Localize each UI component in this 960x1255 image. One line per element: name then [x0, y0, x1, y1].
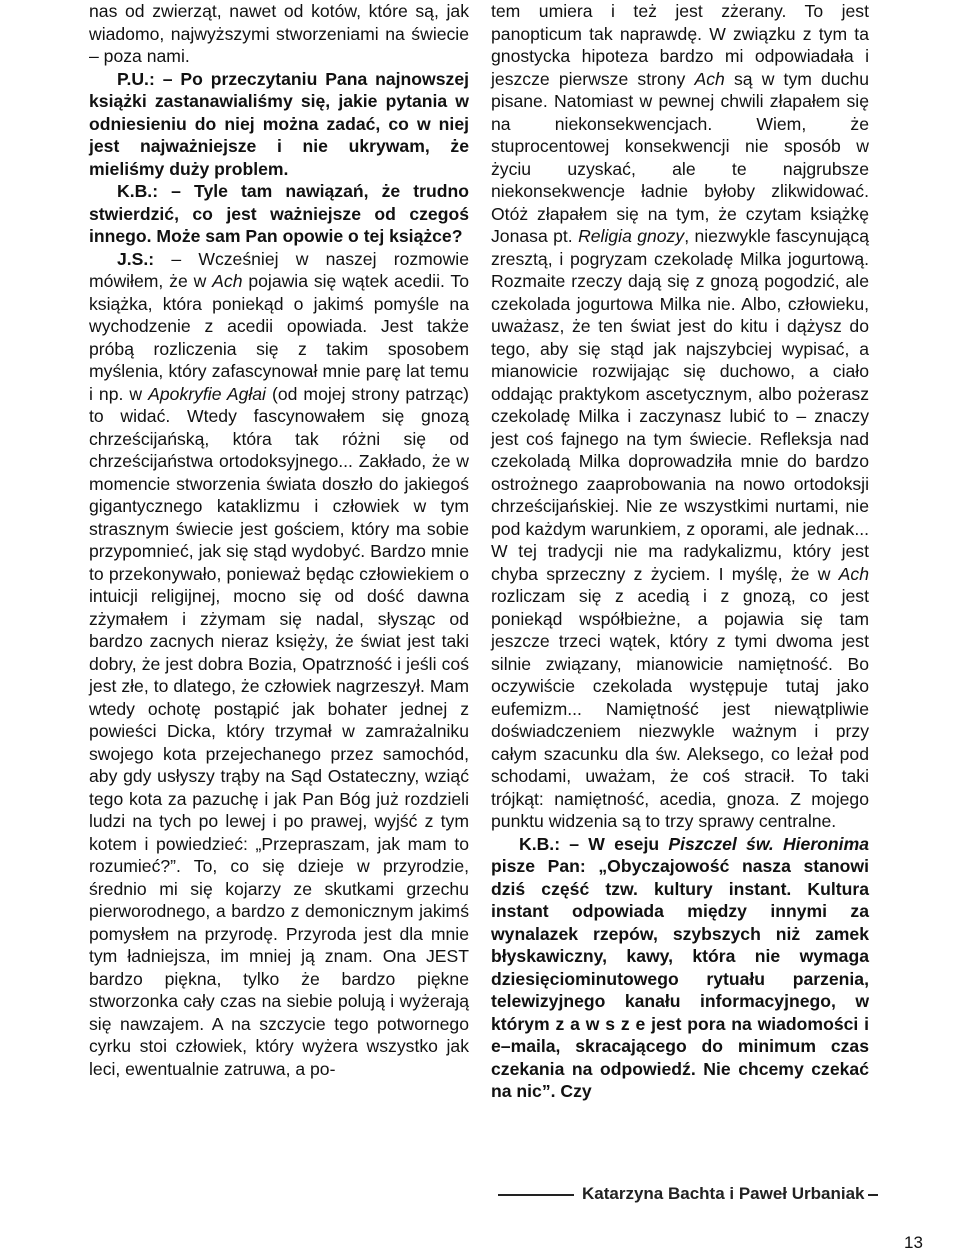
question-text: – Tyle tam nawiązań, że trudno stwierdzić, co jest ważniejsze od czegoś innego. Może sam Pan opowie o tej książce?: [89, 181, 469, 246]
question-text: pisze Pan: „Obyczajowość nasza stanowi dziś część tzw. kultury instant. Kultura instant odpowiada między innymi za wynalazek rzepów, szybszych niż zamek błyskawiczny, kawy, która nie wymaga dziesięciominutowego rytuału parzenia, telewizyjnego kanału informacyjnego, w którym z a w s z e jest pora na wiadomości i e–maila, skracającego do minimum czas czekania na odpowiedź. Nie chcemy czekać na nic”. Czy: [491, 856, 869, 1101]
answer-text: tem umiera i też jest zżerany. To jest panopticum tak naprawdę. W związku z tym ta gnostycka hipoteza bardzo mi odpowiadała i jeszcze pierwsze strony: [491, 1, 869, 89]
footer-rule: [498, 1194, 574, 1196]
answer-text: rozliczam się z acedią i z gnozą, co jest poniekąd współbieżne, a pojawia się tam jeszcze trzeci wątek, który z tymi dwoma jest silnie związany, mianowicie namiętność. Bo oczywiście czekolada występuje tutaj jako eufemizm... Namiętność jest niewątpliwie doświadczeniem niezwykle ważnym i przy całym szacunku dla św. Aleksego, co leżał pod schodami, uważam, że coś stracił. To taki trójkąt: namiętność, acedia, gnoza. Z mojego punktu widzenia są to trzy sprawy centralne.: [491, 586, 869, 831]
book-title-ach: Ach: [694, 68, 725, 89]
book-title-apokryf: Apokryfie Agłai: [148, 383, 266, 404]
footer-authors: Katarzyna Bachta i Paweł Urbaniak: [582, 1184, 865, 1203]
question-text: – Po przeczytaniu Pana najnowszej książki zastanawialiśmy się, jakie pytania w odniesieniu do niej można zadać, co w niej jest najważniejsze i nie ukrywam, że mieliśmy duży problem.: [89, 68, 469, 179]
book-title-religia-gnozy: Religia gnozy: [578, 226, 685, 246]
answer-text: pojawia się wątek acedii. To książka, która poniekąd o jakimś pomyśle na wychodzenie z acedii opowiada. Jest także próbą rozliczenia się z takim sposobem myślenia, który zafascynował mnie parę lat temu i np. w: [89, 271, 469, 404]
speaker-label: P.U.:: [117, 68, 155, 89]
speaker-label: K.B.:: [117, 181, 159, 201]
answer-text: są w tym duchu pisane. Natomiast w pewnej chwili złapałem się na niekonsekwencjach. Wiem, że stuprocentowej konsekwencji nie sposób w życiu uzyskać, ale te najgrubsze niekonsekwencje ładnie byłoby zlikwidować. Otóż złapałem się na tym, że czytam książkę Jonasa pt.: [491, 68, 869, 246]
book-title-ach: Ach: [212, 271, 243, 291]
paragraph-question-pu: [89, 68, 469, 181]
book-title-ach: Ach: [838, 563, 869, 584]
paragraph-question-kb: [89, 180, 469, 248]
right-column: [491, 0, 869, 1103]
speaker-label: K.B.:: [519, 833, 561, 854]
left-column: [89, 0, 469, 1080]
essay-title: Piszczel św. Hieronima: [668, 833, 869, 854]
paragraph-question-kb: [491, 833, 869, 1103]
page-number: 13: [904, 1233, 923, 1252]
footer-rule: [868, 1194, 878, 1196]
paragraph-answer-continuation: [491, 0, 869, 833]
answer-text: , niezwykle fascynującą zresztą, i pogryzam czekoladę Milka jogurtową. Rozmaite rzeczy dają się z gnozą pogodzić, ale czekolada jogurtowa Milka nie. Albo, człowieku, uważasz, że ten świat jest do kitu i dążysz do tego, aby się stąd jak najszybciej wypisać, a mianowicie rozwijając się duchowo, a ciało oddając praktykom ascetycznym, albo pożerasz czekoladę Milka i zaczynasz lubić to – znaczy jest coś fajnego na tym świecie. Refleksja nad czekoladą Milka doprowadziła mnie do bardzo ostrożnego zaaprobowania na nowo ortodoksji chrześcijańskiej. Nie ze wszystkimi nurtami, nie pod każdym warunkiem, z oporami, ale jednak... W tej tradycji nie ma radykalizmu, który jest chyba sprzeczny z życiem. I myślę, że w: [491, 226, 870, 584]
paragraph-continuation: nas od zwierząt, nawet od kotów, które są, jak wiadomo, najwyższymi stworzeniami na świecie – poza nami.: [89, 1, 469, 66]
answer-text: (od mojej strony patrząc) to widać. Wtedy fascynowałem się gnozą chrześcijańską, która tak różni się od chrześcijaństwa ortodoksyjnego... Zakłado, że w momencie stworzenia świata doszło do jakiegoś gigantycznego kataklizmu i człowiek w tym strasznym świecie jest gościem, który ma sobie przypomnieć, jak się stąd wydobyć. Bardzo mnie to przekonywało, ponieważ będąc człowiekiem o intuicji religijnej, mocno się od dość dawna zżymałem i zżymam się nadal, słysząc od bardzo zacnych nieraz księży, że świat jest taki dobry, że jest dobra Bozia, Opatrzność i jeśli coś jest złe, to dlatego, że człowiek nagrzeszył. Mam wtedy ochotę postąpić jak bohater jednej z powieści Dicka, który trzymał w zamrażalniku swojego kota przejechanego przez samochód, aby gdy usłyszy trąby na Sąd Ostateczny, wziąć tego kota za pazuchę i jak Pan Bóg już rozdzieli ludzi na tych po lewej i po prawej, wyjść z tym kotem i powiedzieć: „Przepraszam, jak mam to rozumieć?”. To, co się dzieje w przyrodzie, średnio mi się kojarzy ze skutkami grzechu pierworodnego, a bardzo z demonicznym jakimś pomysłem na przyrodę. Przyroda jest dla mnie tym ładniejsza, im mniej ją znam. Ona JEST bardzo piękna, tylko że bardzo piękne stworzonka cały czas na siebie polują i wyżerają się nawzajem. A na szczycie tego potwornego cyrku stoi człowiek, który wyżera wszystko jak leci, ewentualnie zatruwa, a po-: [89, 383, 469, 1079]
speaker-label: J.S.:: [117, 248, 155, 269]
answer-text: – Wcześniej w naszej rozmowie mówiłem, że w: [89, 248, 469, 291]
paragraph-answer-js: [89, 248, 469, 1081]
question-text: – W eseju: [560, 833, 669, 854]
